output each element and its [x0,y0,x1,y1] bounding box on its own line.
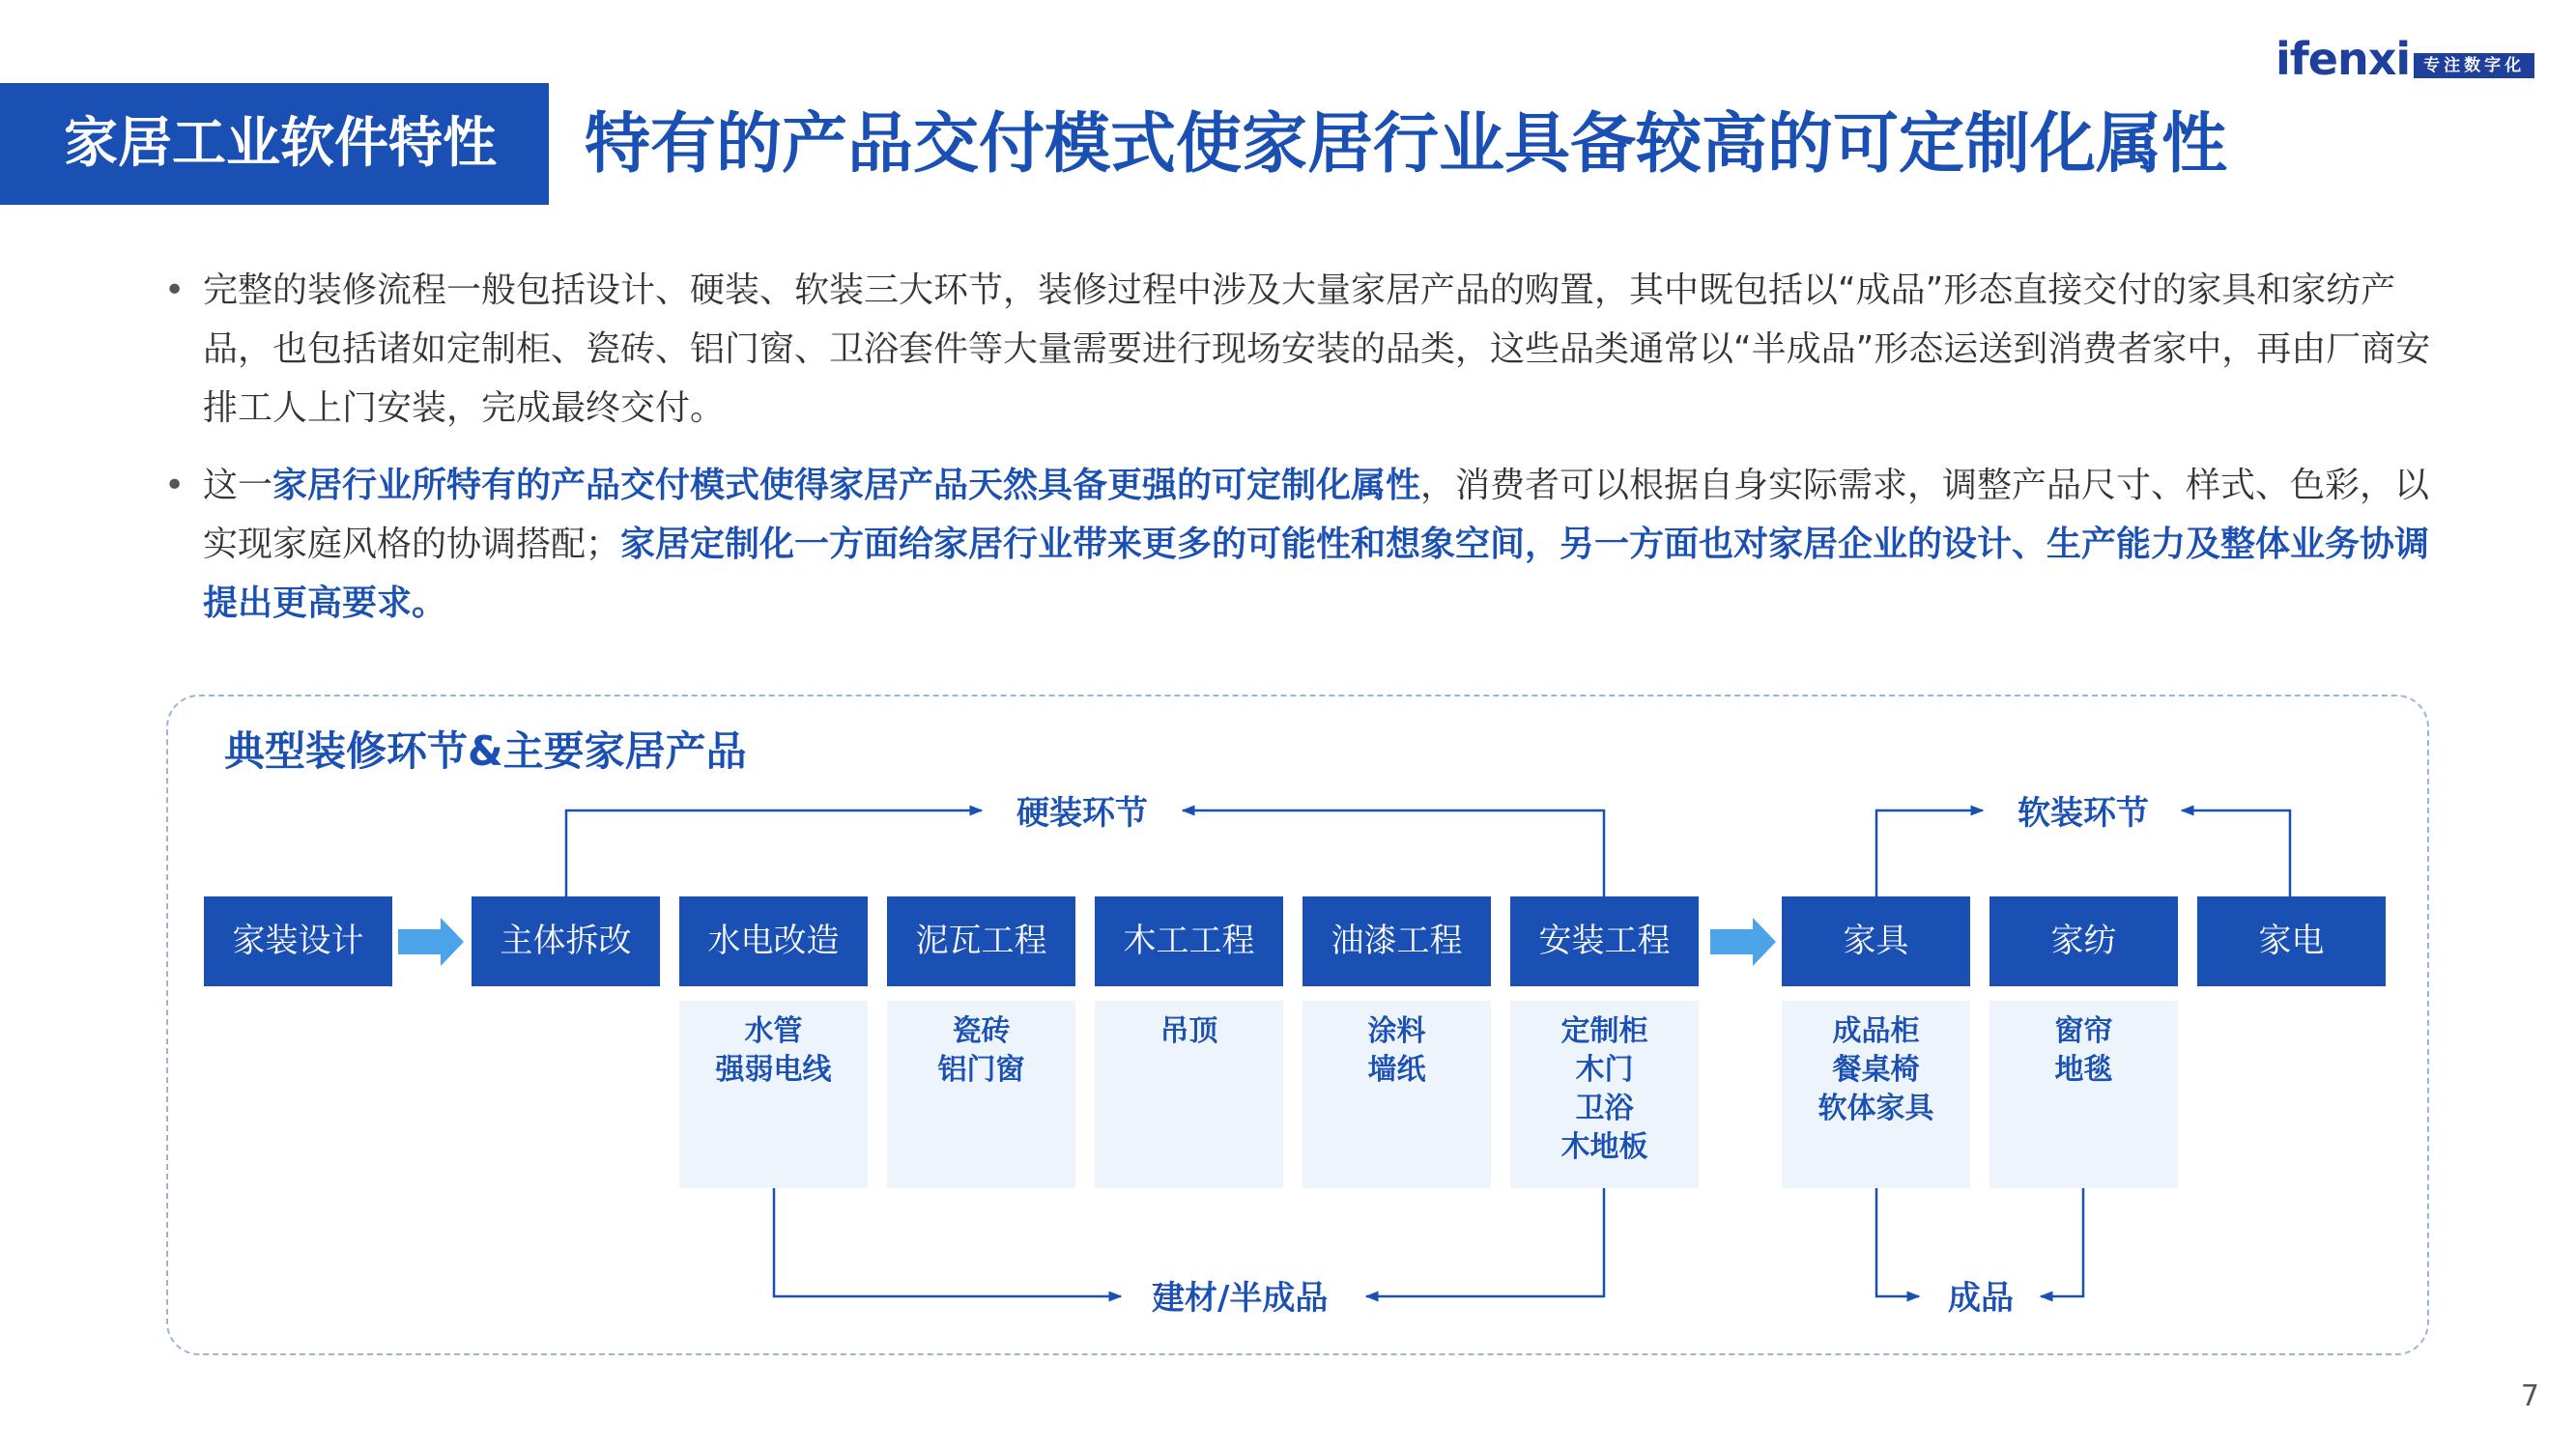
step-design: 家装设计 [204,896,392,986]
product-item: 成品柜 [1832,1014,1920,1048]
semi-finished-label: 建材/半成品 [1152,1279,1329,1318]
bullet-text-2c: ，消费者可以根据自身实际需求，调整产品尺寸、样式、色彩，以实现家庭风格的协调搭配； [203,466,2430,564]
product-item: 涂料 [1367,1014,1426,1048]
products-water-electric [679,1001,868,1188]
bullet-paragraph-1 [164,261,2464,438]
step-demolition: 主体拆改 [472,896,660,986]
product-item: 软体家具 [1818,1092,1934,1125]
step-carpentry: 木工工程 [1095,896,1283,986]
product-item: 窗帘 [2054,1014,2113,1048]
page-number: 7 [2520,1379,2539,1413]
products-painting [1302,1001,1491,1188]
step-furniture: 家具 [1782,896,1970,986]
step-installation: 安装工程 [1510,896,1699,986]
soft-decoration-label: 软装环节 [2018,794,2149,833]
logo-text: ifenxi [2275,33,2411,85]
diagram-title: 典型装修环节&主要家居产品 [224,727,747,775]
hard-decoration-label: 硬装环节 [1016,794,1148,833]
bullet-dot: • [164,270,186,310]
step-water-electric: 水电改造 [679,896,868,986]
bullet-dot: • [164,466,186,505]
product-item: 墙纸 [1367,1053,1426,1087]
step-textiles: 家纺 [1989,896,2178,986]
bullet-paragraph-2 [164,456,2464,633]
section-tag: 家居工业软件特性 [0,83,549,205]
bullet-highlight-2: 家居定制化一方面给家居行业带来更多的可能性和想象空间，另一方面也对家居企业的设计、生产能力及整体业务协调提出更高要求。 [203,525,2430,623]
product-item: 瓷砖 [952,1014,1011,1048]
products-textiles [1989,1001,2178,1188]
ifenxi-logo [2275,35,2534,83]
bullet-highlight-1: 家居行业所特有的产品交付模式使得家居产品天然具备更强的可定制化属性 [272,466,1421,505]
products-tiling [887,1001,1075,1188]
product-item: 水管 [744,1014,803,1048]
product-item: 铝门窗 [937,1053,1025,1087]
product-item: 餐桌椅 [1832,1053,1920,1087]
product-item: 强弱电线 [715,1053,832,1087]
products-installation [1510,1001,1699,1188]
product-item: 定制柜 [1560,1014,1648,1048]
page-title: 特有的产品交付模式使家居行业具备较高的可定制化属性 [585,106,2228,183]
product-item: 吊顶 [1159,1014,1218,1048]
logo-tag: 专注数字化 [2414,53,2534,78]
finished-label: 成品 [1948,1279,2014,1318]
products-furniture [1782,1001,1970,1188]
bullet-text-2a: 这一 [203,466,273,505]
product-item: 卫浴 [1575,1092,1634,1125]
product-item: 木门 [1575,1053,1634,1087]
step-appliances: 家电 [2197,896,2386,986]
step-tiling: 泥瓦工程 [887,896,1075,986]
product-item: 木地板 [1560,1130,1648,1164]
products-carpentry [1095,1001,1283,1188]
bullet-text-1: 完整的装修流程一般包括设计、硬装、软装三大环节，装修过程中涉及大量家居产品的购置，其中既包括以“成品”形态直接交付的家具和家纺产品，也包括诸如定制柜、瓷砖、铝门窗、卫浴套件等大量需要进行现场安装的品类，这些品类通常以“半成品”形态运送到消费者家中，再由厂商安排工人上门安装，完成最终交付。 [203,270,2431,428]
step-painting: 油漆工程 [1302,896,1491,986]
product-item: 地毯 [2054,1053,2113,1087]
bullet-text-2 [164,456,2464,633]
